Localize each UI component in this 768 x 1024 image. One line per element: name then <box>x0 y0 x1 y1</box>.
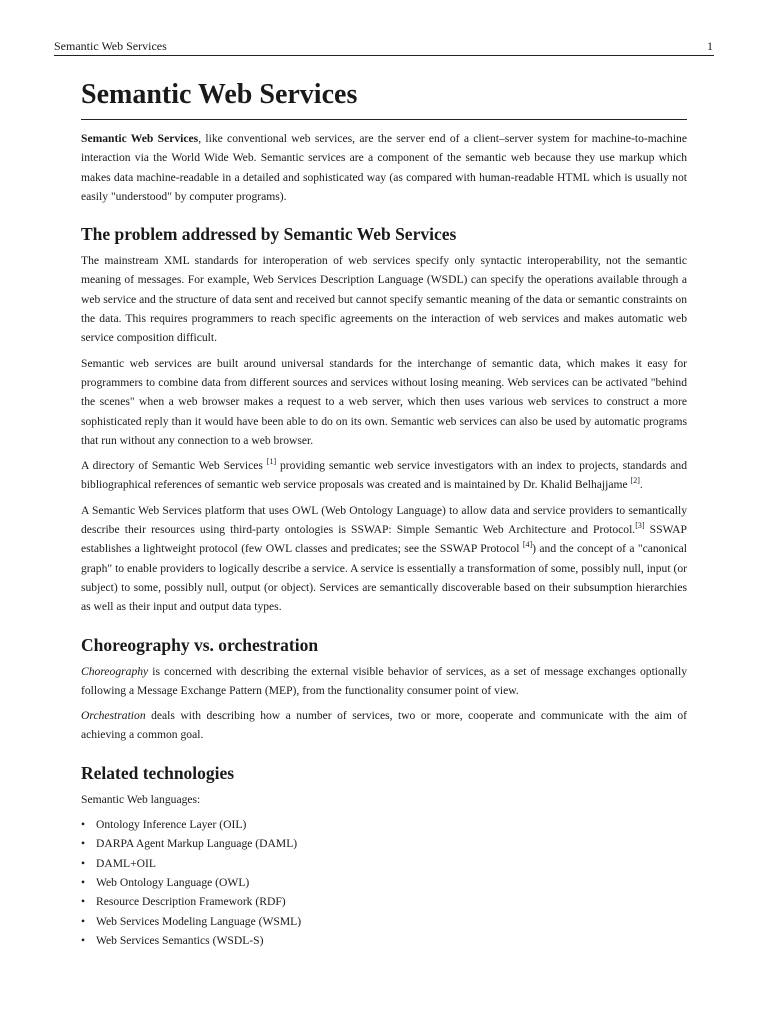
problem-paragraph-4 <box>81 501 687 617</box>
sswap-text-a: A Semantic Web Services platform that uses OWL (Web Ontology Language) to allow data and service providers to semantically describe their resources using third-party ontologies is SSWAP: Simple Semantic Web Architecture and Protocol. <box>81 503 687 537</box>
section-heading-problem: The problem addressed by Semantic Web Services <box>81 224 457 245</box>
list-item[interactable]: • Ontology Inference Layer (OIL) <box>81 815 687 834</box>
problem-paragraph-1: The mainstream XML standards for interoperation of web services specify only syntactic interoperability, not the semantic meaning of messages. For example, Web Services Description Language (WSDL) can specify the operations available through a web service and the structure of data sent and received but cannot specify semantic meaning of the data or semantic constraints on the data. This requires programmers to reach specific agreements on the interaction of web services and makes automatic web service composition difficult. <box>81 254 687 345</box>
sswap-text-c: ) and the concept of a "canonical graph" to enable providers to logically describe a service. A service is essentially a transformation of some, possibly null, input (or subject) to some, possibly null, output (or object). Services are semantically discoverable based on their subsumption hierarchies as well as their input and output data types. <box>81 542 687 614</box>
page-title: Semantic Web Services <box>81 78 687 120</box>
intro-bold-term: Semantic Web Services <box>81 132 199 145</box>
running-header <box>54 38 714 56</box>
reference-link-1[interactable]: [1] <box>266 457 277 467</box>
sswap-text-b: SSWAP establishes a lightweight protocol (few OWL classes and predicates; see the SSWAP Protocol <box>81 523 688 556</box>
running-header-title: Semantic Web Services <box>54 39 167 53</box>
intro-text: , like conventional web services, are the server end of a client–server system for machine-to-machine interaction via the World Wide Web. Semantic services are a component of the semantic web because they use markup which makes data machine-readable in a detailed and sophisticated way (as compared with human-readable HTML which is usually not easily "understood" by computer programs). <box>81 132 687 203</box>
list-item[interactable]: • DARPA Agent Markup Language (DAML) <box>81 834 687 853</box>
reference-link-3[interactable]: [3] <box>635 521 645 531</box>
directory-text-c: . <box>639 478 643 492</box>
list-item[interactable]: • Web Services Modeling Language (WSML) <box>81 912 687 931</box>
related-intro: Semantic Web languages: <box>81 792 201 806</box>
choreography-text: is concerned with describing the external visible behavior of services, as a set of message exchanges optionally following a Message Exchange Pattern (MEP), from the functionality consumer point of view. <box>81 664 687 697</box>
choreography-term: Choreography <box>81 664 149 678</box>
article-body <box>81 78 687 950</box>
list-item[interactable]: • DAML+OIL <box>81 854 687 873</box>
section-heading-choreography: Choreography vs. orchestration <box>81 634 319 655</box>
section-heading-related: Related technologies <box>81 762 235 783</box>
list-item[interactable]: • Resource Description Framework (RDF) <box>81 892 687 911</box>
list-item[interactable]: • Web Services Semantics (WSDL-S) <box>81 931 687 950</box>
orchestration-paragraph <box>81 706 687 745</box>
reference-link-4[interactable]: [4] <box>522 540 533 550</box>
intro-paragraph <box>81 129 687 206</box>
list-item[interactable]: • Web Ontology Language (OWL) <box>81 873 687 892</box>
reference-link-2[interactable]: [2] <box>630 476 640 486</box>
problem-paragraph-3 <box>81 456 687 495</box>
page-number: 1 <box>707 39 713 53</box>
orchestration-text: deals with describing how a number of services, two or more, cooperate and communicate with the aim of achieving a common goal. <box>81 709 687 742</box>
choreography-paragraph <box>81 662 687 701</box>
orchestration-term: Orchestration <box>81 709 146 723</box>
directory-text-a: A directory of Semantic Web Services <box>81 459 267 473</box>
problem-paragraph-2: Semantic web services are built around universal standards for the interchange of semantic data, which makes it easy for programmers to combine data from different sources and services without losing meaning. Web services can be activated "behind the scenes" when a web browser makes a request to a web server, which then uses various web services to construct a more sophisticated reply than it would have been able to do on its own. Semantic web services can also be used by automatic programs that run without any connection to a web browser. <box>81 356 687 447</box>
semantic-languages-list <box>81 815 687 950</box>
directory-text-b: providing semantic web service investigators with an index to projects, standards and bibliographical references of semantic web service proposals was created and is maintained by Dr. Khalid Belhajjame <box>81 459 687 492</box>
